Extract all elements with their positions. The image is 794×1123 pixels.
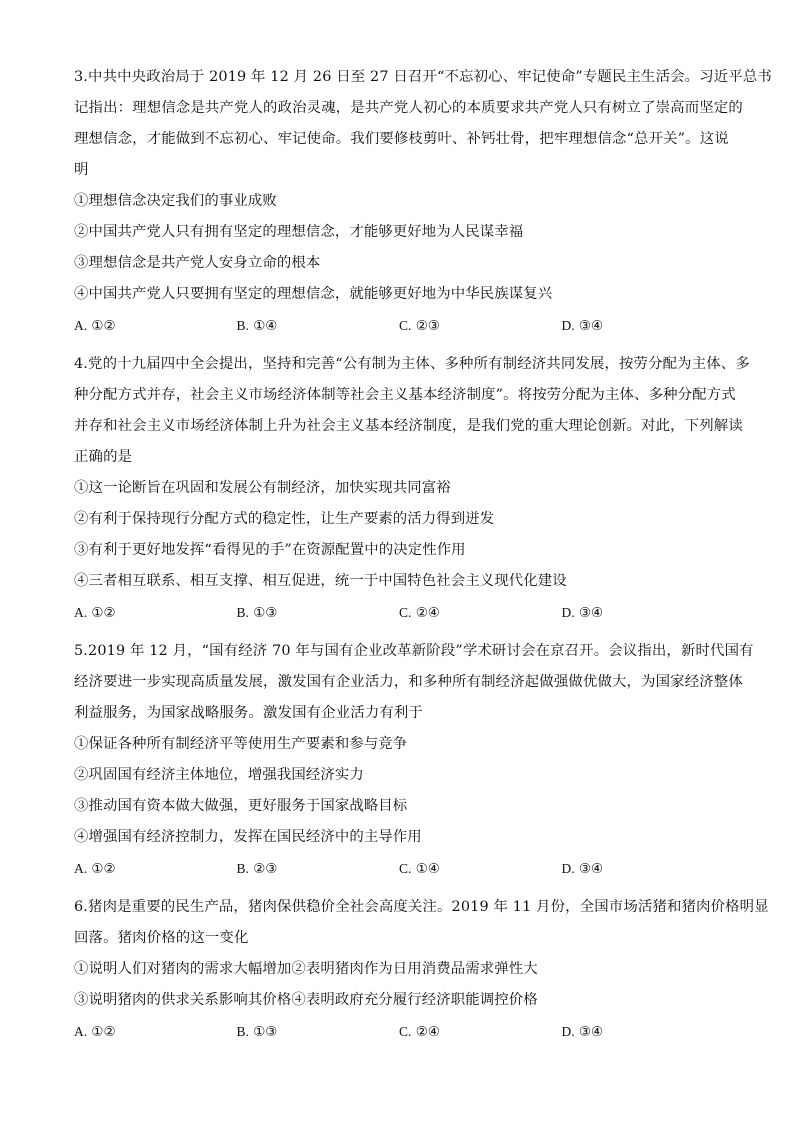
option-d: D. ③④ xyxy=(561,861,604,877)
stem-line: 理想信念，才能做到不忘初心、牢记使命。我们要修枝剪叶、补钙壮骨，把牢理想信念“总开关”。这说 xyxy=(74,131,729,147)
option-a: A. ①② xyxy=(74,318,116,334)
stem-line: 回落。猪肉价格的这一变化 xyxy=(74,930,249,946)
stem-line: 6.猪肉是重要的民生产品，猪肉保供稳价全社会高度关注。2019 年 11 月份，全国市场活猪和猪肉价格明显 xyxy=(74,899,769,915)
statement-item: ②有利于保持现行分配方式的稳定性，让生产要素的活力得到迸发 xyxy=(74,511,495,527)
answer-options xyxy=(74,1016,724,1048)
stem-line: 利益服务，为国家战略服务。激发国有企业活力有利于 xyxy=(74,705,423,721)
option-a: A. ①② xyxy=(74,861,116,877)
statement-item: ③说明猪肉的供求关系影响其价格④表明政府充分履行经济职能调控价格 xyxy=(74,992,538,1008)
question-stem xyxy=(74,349,750,473)
exam-page xyxy=(74,62,772,1055)
question-6 xyxy=(74,892,769,1048)
option-b: B. ①③ xyxy=(236,605,278,621)
statement-item: ③推动国有资本做大做强，更好服务于国家战略目标 xyxy=(74,798,408,814)
question-5 xyxy=(74,636,754,885)
option-b: B. ①③ xyxy=(236,1024,278,1040)
statement-item: ②巩固国有经济主体地位，增强我国经济实力 xyxy=(74,767,364,783)
answer-options xyxy=(74,853,724,885)
statement-item: ①这一论断旨在巩固和发展公有制经济，加快实现共同富裕 xyxy=(74,480,451,496)
statement-item: ③理想信念是共产党人安身立命的根本 xyxy=(74,255,321,271)
stem-line: 记指出：理想信念是共产党人的政治灵魂，是共产党人初心的本质要求共产党人只有树立了崇高而坚定的 xyxy=(74,100,743,116)
question-stem xyxy=(74,892,769,954)
answer-options xyxy=(74,310,724,342)
option-d: D. ③④ xyxy=(561,318,604,334)
option-a: A. ①② xyxy=(74,1024,116,1040)
stem-line: 明 xyxy=(74,162,89,178)
option-c: C. ②③ xyxy=(399,318,440,334)
stem-line: 5.2019 年 12 月，“国有经济 70 年与国有企业改革新阶段”学术研讨会在京召开。会议指出，新时代国有 xyxy=(74,643,754,659)
stem-line: 种分配方式并存，社会主义市场经济体制等社会主义基本经济制度”。将按劳分配为主体、多种分配方式 xyxy=(74,387,736,403)
option-d: D. ③④ xyxy=(561,1024,604,1040)
stem-line: 3.中共中央政治局于 2019 年 12 月 26 日至 27 日召开“不忘初心、牢记使命”专题民主生活会。习近平总书 xyxy=(74,69,772,85)
statement-item: ④中国共产党人只要拥有坚定的理想信念，就能够更好地为中华民族谋复兴 xyxy=(74,286,553,302)
option-c: C. ①④ xyxy=(399,861,440,877)
stem-line: 经济要进一步实现高质量发展，激发国有企业活力，和多种所有制经济起做强做优做大，为国家经济整体 xyxy=(74,674,743,690)
statement-item: ①说明人们对猪肉的需求大幅增加②表明猪肉作为日用消费品需求弹性大 xyxy=(74,961,538,977)
option-d: D. ③④ xyxy=(561,605,604,621)
question-4 xyxy=(74,349,750,629)
statement-item: ②中国共产党人只有拥有坚定的理想信念，才能够更好地为人民谋幸福 xyxy=(74,224,524,240)
statement-item: ④增强国有经济控制力，发挥在国民经济中的主导作用 xyxy=(74,829,422,845)
stem-line: 正确的是 xyxy=(74,449,133,465)
answer-options xyxy=(74,597,724,629)
stem-line: 4.党的十九届四中全会提出，坚持和完善“公有制为主体、多种所有制经济共同发展，按劳分配为主体、多 xyxy=(74,356,750,372)
statement-item: ③有利于更好地发挥“看得见的手”在资源配置中的决定性作用 xyxy=(74,542,466,558)
option-a: A. ①② xyxy=(74,605,116,621)
statement-item: ④三者相互联系、相互支撑、相互促进，统一于中国特色社会主义现代化建设 xyxy=(74,573,567,589)
stem-line: 并存和社会主义市场经济体制上升为社会主义基本经济制度，是我们党的重大理论创新。对此，下列解读 xyxy=(74,418,743,434)
statement-item: ①保证各种所有制经济平等使用生产要素和参与竞争 xyxy=(74,736,408,752)
question-stem xyxy=(74,62,772,186)
question-3 xyxy=(74,62,772,342)
option-b: B. ①④ xyxy=(236,318,278,334)
question-stem xyxy=(74,636,754,729)
statement-item: ①理想信念决定我们的事业成败 xyxy=(74,193,277,209)
option-c: C. ②④ xyxy=(399,1024,440,1040)
option-b: B. ②③ xyxy=(236,861,278,877)
option-c: C. ②④ xyxy=(399,605,440,621)
